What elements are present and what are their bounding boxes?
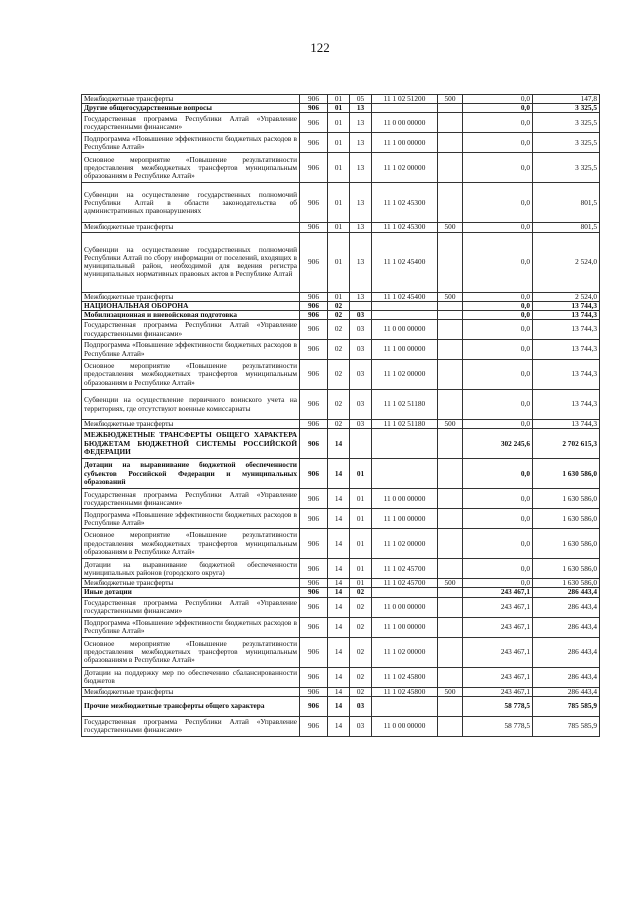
- amount-second-cell: 1 630 586,0: [533, 529, 600, 559]
- item-name-cell: Подпрограмма «Повышение эффективности бюджетных расходов в Республике Алтай»: [82, 617, 300, 637]
- ministry-code-cell: 906: [300, 559, 328, 579]
- section-code-cell: 14: [328, 597, 350, 617]
- subsection-code-cell: 13: [350, 232, 372, 292]
- amount-second-cell: 1 630 586,0: [533, 459, 600, 489]
- section-code-cell: 14: [328, 509, 350, 529]
- table-body: [82, 95, 600, 737]
- amount-first-cell: 0,0: [463, 489, 533, 509]
- item-name-cell: Субвенции на осуществление государственных полномочий Республики Алтай по сбору информации от поселений, входящих в муниципальный район, необходимой для ведения регистра муниципальных нормативных правовых актов в Республике Алтай: [82, 232, 300, 292]
- amount-second-cell: 147,8: [533, 95, 600, 104]
- ministry-code-cell: 906: [300, 509, 328, 529]
- section-code-cell: 14: [328, 489, 350, 509]
- amount-first-cell: 0,0: [463, 509, 533, 529]
- ministry-code-cell: 906: [300, 292, 328, 301]
- subsection-code-cell: 13: [350, 104, 372, 113]
- target-article-cell: 11 1 00 00000: [372, 617, 438, 637]
- subsection-code-cell: 05: [350, 95, 372, 104]
- ministry-code-cell: 906: [300, 687, 328, 696]
- ministry-code-cell: 906: [300, 360, 328, 390]
- target-article-cell: [372, 696, 438, 716]
- subsection-code-cell: 13: [350, 223, 372, 232]
- amount-second-cell: 785 585,9: [533, 696, 600, 716]
- target-article-cell: 11 1 00 00000: [372, 340, 438, 360]
- amount-second-cell: 286 443,4: [533, 667, 600, 687]
- subsection-code-cell: 03: [350, 390, 372, 420]
- table-row: [82, 597, 600, 617]
- subsection-code-cell: 03: [350, 420, 372, 429]
- table-row: [82, 696, 600, 716]
- subsection-code-cell: 03: [350, 320, 372, 340]
- item-name-cell: Основное мероприятие «Повышение результативности предоставления межбюджетных трансфертов муниципальным образованиям в Республике Алтай»: [82, 153, 300, 183]
- amount-first-cell: 0,0: [463, 579, 533, 588]
- target-article-cell: 11 1 02 45700: [372, 579, 438, 588]
- amount-first-cell: 0,0: [463, 292, 533, 301]
- amount-second-cell: 13 744,3: [533, 390, 600, 420]
- ministry-code-cell: 906: [300, 320, 328, 340]
- target-article-cell: 11 1 02 51180: [372, 420, 438, 429]
- item-name-cell: Дотации на выравнивание бюджетной обеспеченности субъектов Российской Федерации и муниципальных образований: [82, 459, 300, 489]
- amount-first-cell: 0,0: [463, 320, 533, 340]
- ministry-code-cell: 906: [300, 420, 328, 429]
- expense-type-cell: [438, 301, 463, 310]
- table-row: [82, 390, 600, 420]
- section-code-cell: 14: [328, 588, 350, 597]
- section-code-cell: 14: [328, 667, 350, 687]
- ministry-code-cell: 906: [300, 310, 328, 319]
- subsection-code-cell: 02: [350, 687, 372, 696]
- target-article-cell: 11 1 02 00000: [372, 360, 438, 390]
- ministry-code-cell: 906: [300, 529, 328, 559]
- subsection-code-cell: 03: [350, 340, 372, 360]
- target-article-cell: 11 1 02 00000: [372, 637, 438, 667]
- item-name-cell: Дотации на поддержку мер по обеспечению сбалансированности бюджетов: [82, 667, 300, 687]
- table-row: [82, 459, 600, 489]
- amount-first-cell: 0,0: [463, 459, 533, 489]
- amount-second-cell: 801,5: [533, 183, 600, 223]
- table-row: [82, 637, 600, 667]
- target-article-cell: [372, 429, 438, 459]
- amount-second-cell: 286 443,4: [533, 617, 600, 637]
- expense-type-cell: [438, 459, 463, 489]
- section-code-cell: 01: [328, 133, 350, 153]
- target-article-cell: 11 1 02 51200: [372, 95, 438, 104]
- subsection-code-cell: 02: [350, 597, 372, 617]
- amount-second-cell: 1 630 586,0: [533, 559, 600, 579]
- expense-type-cell: [438, 153, 463, 183]
- amount-first-cell: 0,0: [463, 340, 533, 360]
- section-code-cell: 02: [328, 320, 350, 340]
- subsection-code-cell: 01: [350, 559, 372, 579]
- section-code-cell: 14: [328, 696, 350, 716]
- expense-type-cell: 500: [438, 420, 463, 429]
- subsection-code-cell: 13: [350, 153, 372, 183]
- ministry-code-cell: 906: [300, 301, 328, 310]
- amount-second-cell: 13 744,3: [533, 310, 600, 319]
- table-row: [82, 509, 600, 529]
- ministry-code-cell: 906: [300, 133, 328, 153]
- subsection-code-cell: 13: [350, 113, 372, 133]
- amount-first-cell: 243 467,1: [463, 687, 533, 696]
- ministry-code-cell: 906: [300, 489, 328, 509]
- target-article-cell: 11 1 02 45800: [372, 667, 438, 687]
- item-name-cell: Основное мероприятие «Повышение результативности предоставления межбюджетных трансфертов муниципальным образованиям в Республике Алтай»: [82, 360, 300, 390]
- table-row: [82, 292, 600, 301]
- amount-second-cell: 13 744,3: [533, 340, 600, 360]
- target-article-cell: 11 1 02 45800: [372, 687, 438, 696]
- target-article-cell: 11 1 00 00000: [372, 133, 438, 153]
- target-article-cell: 11 1 02 45400: [372, 232, 438, 292]
- ministry-code-cell: 906: [300, 390, 328, 420]
- amount-first-cell: 0,0: [463, 529, 533, 559]
- target-article-cell: 11 0 00 00000: [372, 320, 438, 340]
- item-name-cell: Подпрограмма «Повышение эффективности бюджетных расходов в Республике Алтай»: [82, 340, 300, 360]
- section-code-cell: 01: [328, 95, 350, 104]
- table-row: [82, 340, 600, 360]
- expense-type-cell: [438, 617, 463, 637]
- expense-type-cell: [438, 597, 463, 617]
- table-row: [82, 489, 600, 509]
- item-name-cell: МЕЖБЮДЖЕТНЫЕ ТРАНСФЕРТЫ ОБЩЕГО ХАРАКТЕРА БЮДЖЕТАМ БЮДЖЕТНОЙ СИСТЕМЫ РОССИЙСКОЙ ФЕДЕРАЦИИ: [82, 429, 300, 459]
- subsection-code-cell: 13: [350, 292, 372, 301]
- subsection-code-cell: 03: [350, 360, 372, 390]
- table-row: [82, 301, 600, 310]
- section-code-cell: 02: [328, 360, 350, 390]
- table-row: [82, 579, 600, 588]
- table-row: [82, 232, 600, 292]
- ministry-code-cell: 906: [300, 716, 328, 736]
- amount-first-cell: 0,0: [463, 390, 533, 420]
- target-article-cell: 11 1 00 00000: [372, 509, 438, 529]
- section-code-cell: 01: [328, 104, 350, 113]
- amount-first-cell: 0,0: [463, 95, 533, 104]
- amount-first-cell: 243 467,1: [463, 667, 533, 687]
- amount-second-cell: 2 524,0: [533, 292, 600, 301]
- ministry-code-cell: 906: [300, 95, 328, 104]
- item-name-cell: Государственная программа Республики Алтай «Управление государственными финансами»: [82, 113, 300, 133]
- subsection-code-cell: 02: [350, 637, 372, 667]
- table-row: [82, 360, 600, 390]
- section-code-cell: 02: [328, 301, 350, 310]
- section-code-cell: 01: [328, 153, 350, 183]
- item-name-cell: Основное мероприятие «Повышение результативности предоставления межбюджетных трансфертов муниципальным образованиям в Республике Алтай»: [82, 529, 300, 559]
- ministry-code-cell: 906: [300, 696, 328, 716]
- amount-first-cell: 0,0: [463, 153, 533, 183]
- expense-type-cell: [438, 360, 463, 390]
- expense-type-cell: [438, 696, 463, 716]
- target-article-cell: 11 1 02 00000: [372, 153, 438, 183]
- amount-second-cell: 286 443,4: [533, 637, 600, 667]
- target-article-cell: 11 0 00 00000: [372, 597, 438, 617]
- section-code-cell: 14: [328, 687, 350, 696]
- item-name-cell: Субвенции на осуществление первичного воинского учета на территориях, где отсутствуют военные комиссариаты: [82, 390, 300, 420]
- section-code-cell: 14: [328, 716, 350, 736]
- expense-type-cell: [438, 320, 463, 340]
- expense-type-cell: 500: [438, 687, 463, 696]
- amount-second-cell: 286 443,4: [533, 687, 600, 696]
- section-code-cell: 01: [328, 223, 350, 232]
- target-article-cell: 11 0 00 00000: [372, 113, 438, 133]
- item-name-cell: Государственная программа Республики Алтай «Управление государственными финансами»: [82, 320, 300, 340]
- section-code-cell: 02: [328, 420, 350, 429]
- expense-type-cell: [438, 133, 463, 153]
- amount-second-cell: 286 443,4: [533, 588, 600, 597]
- section-code-cell: 14: [328, 429, 350, 459]
- amount-first-cell: 243 467,1: [463, 617, 533, 637]
- amount-second-cell: 1 630 586,0: [533, 579, 600, 588]
- amount-first-cell: 243 467,1: [463, 597, 533, 617]
- amount-first-cell: 0,0: [463, 360, 533, 390]
- subsection-code-cell: 01: [350, 459, 372, 489]
- amount-second-cell: 785 585,9: [533, 716, 600, 736]
- item-name-cell: Мобилизационная и вневойсковая подготовка: [82, 310, 300, 319]
- ministry-code-cell: 906: [300, 153, 328, 183]
- table-row: [82, 133, 600, 153]
- target-article-cell: 11 0 00 00000: [372, 489, 438, 509]
- expense-type-cell: [438, 183, 463, 223]
- table-row: [82, 716, 600, 736]
- expense-type-cell: [438, 529, 463, 559]
- item-name-cell: Государственная программа Республики Алтай «Управление государственными финансами»: [82, 489, 300, 509]
- amount-first-cell: 0,0: [463, 183, 533, 223]
- item-name-cell: Прочие межбюджетные трансферты общего характера: [82, 696, 300, 716]
- target-article-cell: 11 1 02 45300: [372, 183, 438, 223]
- subsection-code-cell: 13: [350, 183, 372, 223]
- target-article-cell: 11 1 02 00000: [372, 529, 438, 559]
- table-row: [82, 559, 600, 579]
- amount-first-cell: 0,0: [463, 232, 533, 292]
- table-row: [82, 310, 600, 319]
- ministry-code-cell: 906: [300, 459, 328, 489]
- section-code-cell: 14: [328, 637, 350, 667]
- target-article-cell: [372, 301, 438, 310]
- item-name-cell: Основное мероприятие «Повышение результативности предоставления межбюджетных трансфертов муниципальным образованиям в Республике Алтай»: [82, 637, 300, 667]
- target-article-cell: 11 0 00 00000: [372, 716, 438, 736]
- ministry-code-cell: 906: [300, 637, 328, 667]
- amount-second-cell: 2 702 615,3: [533, 429, 600, 459]
- ministry-code-cell: 906: [300, 617, 328, 637]
- expense-type-cell: [438, 310, 463, 319]
- ministry-code-cell: 906: [300, 340, 328, 360]
- target-article-cell: [372, 459, 438, 489]
- item-name-cell: Иные дотации: [82, 588, 300, 597]
- expense-type-cell: [438, 104, 463, 113]
- section-code-cell: 14: [328, 559, 350, 579]
- expense-type-cell: 500: [438, 223, 463, 232]
- table-row: [82, 183, 600, 223]
- amount-second-cell: 3 325,5: [533, 113, 600, 133]
- expense-type-cell: [438, 667, 463, 687]
- item-name-cell: Межбюджетные трансферты: [82, 292, 300, 301]
- budget-table: [81, 94, 600, 737]
- table-row: [82, 529, 600, 559]
- table-row: [82, 429, 600, 459]
- item-name-cell: Подпрограмма «Повышение эффективности бюджетных расходов в Республике Алтай»: [82, 509, 300, 529]
- amount-second-cell: 2 524,0: [533, 232, 600, 292]
- item-name-cell: Дотации на выравнивание бюджетной обеспеченности муниципальных районов (городского округа): [82, 559, 300, 579]
- target-article-cell: 11 1 02 45700: [372, 559, 438, 579]
- table-row: [82, 420, 600, 429]
- expense-type-cell: [438, 340, 463, 360]
- expense-type-cell: [438, 113, 463, 133]
- page-number: 122: [310, 40, 330, 55]
- section-code-cell: 01: [328, 183, 350, 223]
- amount-second-cell: 13 744,3: [533, 360, 600, 390]
- table-row: [82, 320, 600, 340]
- section-code-cell: 02: [328, 390, 350, 420]
- amount-second-cell: 801,5: [533, 223, 600, 232]
- subsection-code-cell: 02: [350, 588, 372, 597]
- amount-second-cell: 1 630 586,0: [533, 489, 600, 509]
- amount-second-cell: 13 744,3: [533, 420, 600, 429]
- item-name-cell: Межбюджетные трансферты: [82, 687, 300, 696]
- amount-first-cell: 58 778,5: [463, 716, 533, 736]
- amount-second-cell: 1 630 586,0: [533, 509, 600, 529]
- table-row: [82, 153, 600, 183]
- amount-first-cell: 302 245,6: [463, 429, 533, 459]
- expense-type-cell: [438, 716, 463, 736]
- ministry-code-cell: 906: [300, 183, 328, 223]
- target-article-cell: [372, 104, 438, 113]
- amount-second-cell: 3 325,5: [533, 104, 600, 113]
- table-row: [82, 588, 600, 597]
- item-name-cell: Межбюджетные трансферты: [82, 420, 300, 429]
- amount-second-cell: 286 443,4: [533, 597, 600, 617]
- section-code-cell: 02: [328, 340, 350, 360]
- table-row: [82, 113, 600, 133]
- amount-first-cell: 0,0: [463, 301, 533, 310]
- expense-type-cell: [438, 489, 463, 509]
- target-article-cell: 11 1 02 51180: [372, 390, 438, 420]
- ministry-code-cell: 906: [300, 232, 328, 292]
- amount-first-cell: 0,0: [463, 223, 533, 232]
- section-code-cell: 14: [328, 459, 350, 489]
- item-name-cell: Другие общегосударственные вопросы: [82, 104, 300, 113]
- amount-first-cell: 243 467,1: [463, 637, 533, 667]
- subsection-code-cell: 01: [350, 509, 372, 529]
- item-name-cell: Государственная программа Республики Алтай «Управление государственными финансами»: [82, 597, 300, 617]
- amount-first-cell: 0,0: [463, 559, 533, 579]
- target-article-cell: [372, 588, 438, 597]
- ministry-code-cell: 906: [300, 588, 328, 597]
- section-code-cell: 02: [328, 310, 350, 319]
- section-code-cell: 01: [328, 292, 350, 301]
- amount-second-cell: 3 325,5: [533, 133, 600, 153]
- target-article-cell: [372, 310, 438, 319]
- ministry-code-cell: 906: [300, 223, 328, 232]
- expense-type-cell: [438, 559, 463, 579]
- subsection-code-cell: 03: [350, 716, 372, 736]
- amount-second-cell: 3 325,5: [533, 153, 600, 183]
- ministry-code-cell: 906: [300, 597, 328, 617]
- table-row: [82, 617, 600, 637]
- expense-type-cell: [438, 390, 463, 420]
- expense-type-cell: [438, 637, 463, 667]
- expense-type-cell: 500: [438, 292, 463, 301]
- subsection-code-cell: 02: [350, 617, 372, 637]
- item-name-cell: Подпрограмма «Повышение эффективности бюджетных расходов в Республике Алтай»: [82, 133, 300, 153]
- target-article-cell: 11 1 02 45400: [372, 292, 438, 301]
- section-code-cell: 01: [328, 232, 350, 292]
- ministry-code-cell: 906: [300, 579, 328, 588]
- item-name-cell: Межбюджетные трансферты: [82, 95, 300, 104]
- subsection-code-cell: 01: [350, 529, 372, 559]
- amount-first-cell: 0,0: [463, 310, 533, 319]
- expense-type-cell: 500: [438, 579, 463, 588]
- subsection-code-cell: [350, 429, 372, 459]
- subsection-code-cell: 01: [350, 489, 372, 509]
- section-code-cell: 01: [328, 113, 350, 133]
- subsection-code-cell: 13: [350, 133, 372, 153]
- ministry-code-cell: 906: [300, 667, 328, 687]
- ministry-code-cell: 906: [300, 429, 328, 459]
- amount-first-cell: 0,0: [463, 113, 533, 133]
- expense-type-cell: 500: [438, 95, 463, 104]
- ministry-code-cell: 906: [300, 104, 328, 113]
- table-row: [82, 667, 600, 687]
- section-code-cell: 14: [328, 617, 350, 637]
- section-code-cell: 14: [328, 579, 350, 588]
- section-code-cell: 14: [328, 529, 350, 559]
- subsection-code-cell: 02: [350, 667, 372, 687]
- table-row: [82, 687, 600, 696]
- amount-first-cell: 0,0: [463, 420, 533, 429]
- expense-type-cell: [438, 588, 463, 597]
- table-row: [82, 95, 600, 104]
- amount-second-cell: 13 744,3: [533, 320, 600, 340]
- table-row: [82, 223, 600, 232]
- expense-type-cell: [438, 232, 463, 292]
- expense-type-cell: [438, 429, 463, 459]
- subsection-code-cell: 03: [350, 310, 372, 319]
- amount-first-cell: 0,0: [463, 104, 533, 113]
- item-name-cell: Межбюджетные трансферты: [82, 579, 300, 588]
- ministry-code-cell: 906: [300, 113, 328, 133]
- target-article-cell: 11 1 02 45300: [372, 223, 438, 232]
- amount-first-cell: 243 467,1: [463, 588, 533, 597]
- amount-first-cell: 0,0: [463, 133, 533, 153]
- subsection-code-cell: 03: [350, 696, 372, 716]
- item-name-cell: Межбюджетные трансферты: [82, 223, 300, 232]
- expense-type-cell: [438, 509, 463, 529]
- item-name-cell: НАЦИОНАЛЬНАЯ ОБОРОНА: [82, 301, 300, 310]
- subsection-code-cell: [350, 301, 372, 310]
- subsection-code-cell: 01: [350, 579, 372, 588]
- table-row: [82, 104, 600, 113]
- item-name-cell: Субвенции на осуществление государственных полномочий Республики Алтай в области законодательства об административных правонарушениях: [82, 183, 300, 223]
- amount-second-cell: 13 744,3: [533, 301, 600, 310]
- amount-first-cell: 58 778,5: [463, 696, 533, 716]
- item-name-cell: Государственная программа Республики Алтай «Управление государственными финансами»: [82, 716, 300, 736]
